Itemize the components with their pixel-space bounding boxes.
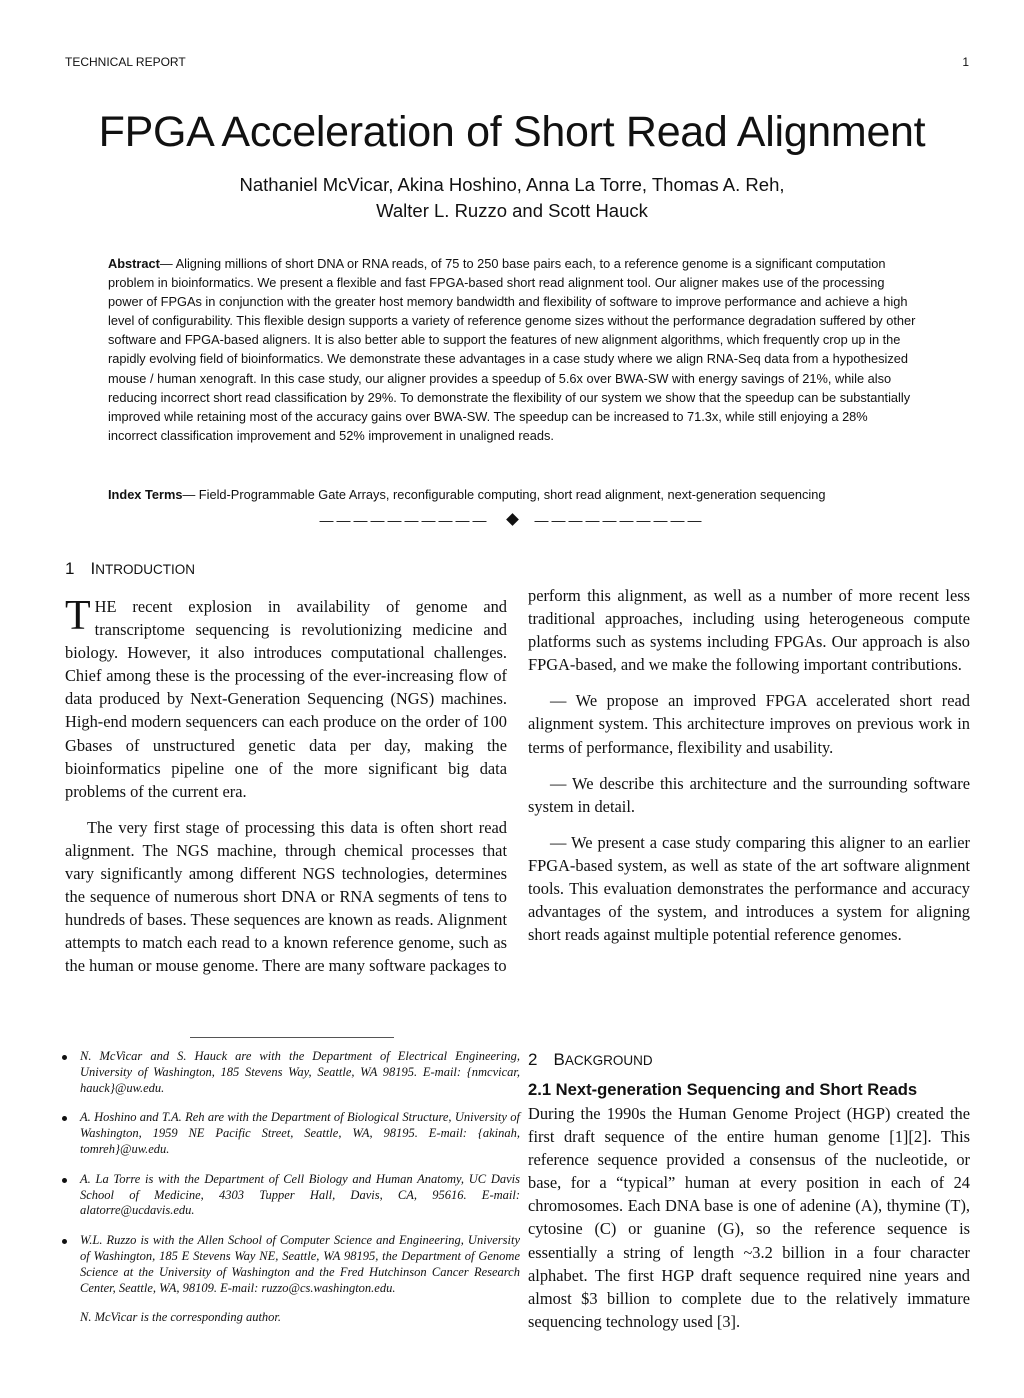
bullet-icon — [62, 1239, 67, 1244]
right-column — [528, 584, 970, 946]
intro-paragraph-2: The very first stage of processing this data is often short read alignment. The NGS machine, through chemical processes that vary significantly among different NGS technologies, determines the sequence of numerous short DNA or RNA segments of tens to hundreds of bases. These sequences are known as reads. Alignment attempts to match each read to a known reference genome, such as the human or mouse genome. There are many software packages to — [65, 817, 507, 976]
contribution-item: — We present a case study comparing this aligner to an earlier FPGA-based system, as well as state of the art software alignment tools. This evaluation demonstrates the performance and accuracy advantages of the system, and introduces a system for aligning short reads against multiple potential reference genomes. — [528, 832, 970, 945]
section-heading-introduction: 1 INTRODUCTION — [65, 559, 195, 578]
bullet-icon — [62, 1116, 67, 1121]
footnote-divider — [190, 1037, 394, 1038]
footnotes — [58, 1049, 520, 1326]
bullet-icon — [62, 1055, 67, 1060]
footnote-item: A. La Torre is with the Department of Cell Biology and Human Anatomy, UC Davis School of Medicine, 4303 Tupper Hall, Davis, CA, 95616. E-mail: alatorre@ucdavis.edu. — [58, 1172, 520, 1219]
footnote-item: W.L. Ruzzo is with the Allen School of Computer Science and Engineering, University of Washington, 185 E Stevens Way NE, Seattle, WA 98195, the Department of Genome Science at the University of Washington and the Fred Hutchinson Cancer Research Center, Seattle, WA, 98109. E-mail: ruzzo@cs.washington.edu. — [58, 1233, 520, 1296]
author-list — [180, 172, 844, 224]
intro-paragraph-1: THE recent explosion in availability of genome and transcriptome sequencing is revolutionizing medicine and biology. However, it also introduces computational challenges. Chief among these is the processing of the ever-increasing flow of data produced by Next-Generation Sequencing (NGS) machines. High-end modern sequencers can each produce on the order of 100 Gbases of unstructured genetic data per day, making the bioinformatics pipeline one of the more significant big data problems of the current era. — [65, 593, 507, 801]
paper-title: FPGA Acceleration of Short Read Alignment — [98, 108, 926, 156]
separator-dashes-right: —————————— — [534, 512, 705, 528]
intro-paragraph-3: perform this alignment, as well as a number of more recent less traditional approaches, including using heterogeneous compute platforms such as systems including FPGAs. Our approach is also FPGA-based, and we make the following important contributions. — [528, 586, 970, 675]
running-header-title: TECHNICAL REPORT — [65, 55, 186, 69]
separator-dashes-left: —————————— — [319, 512, 490, 528]
abstract-text: — Aligning millions of short DNA or RNA reads, of 75 to 250 base pairs each, to a reference genome is a significant computation problem in bioinformatics. We present a flexible and fast FPGA-based short read alignment tool. Our aligner makes use of the processing power of FPGAs in conjunction with the greater host memory bandwidth and flexibility of software to improve performance and achieve a high level of configurability. This flexible design supports a variety of reference genome sizes without the performance degradation suffered by other software and FPGA-based aligners. It is also better able to support the features of new alignment algorithms, which frequently crop up in the rapidly evolving field of bioinformatics. We demonstrate these advantages in a case study where we align RNA-Seq data from a hypothesized mouse / human xenograft. In this case study, our aligner provides a speedup of 5.6x over BWA-SW with energy savings of 21%, while also reducing incorrect short read classification by 29%. To demonstrate the flexibility of our system we show that the speedup can be substantially improved while retaining most of the accuracy gains over BWA-SW. The speedup can be increased to 71.3x, while still enjoying a 28% incorrect classification improvement and 52% improvement in unaligned reads. — [108, 256, 916, 443]
corresponding-author-note: N. McVicar is the corresponding author. — [80, 1310, 282, 1325]
page-number: 1 — [962, 55, 969, 69]
contribution-item: — We describe this architecture and the surrounding software system in detail. — [528, 773, 970, 816]
abstract-label: Abstract — [108, 256, 160, 271]
index-terms-text: — Field-Programmable Gate Arrays, reconfigurable computing, short read alignment, next-generation sequencing — [182, 487, 826, 502]
section-number: 1 — [65, 559, 75, 578]
diamond-icon — [506, 513, 519, 526]
abstract — [108, 254, 920, 445]
section-title: NTRODUCTION — [95, 562, 195, 577]
footnote-item: N. McVicar and S. Hauck are with the Department of Electrical Engineering, University of Washington, 185 Stevens Way, Seattle, WA 98195. E-mail: {nmcvicar, hauck}@uw.edu. — [58, 1049, 520, 1096]
author-line-1: Nathaniel McVicar, Akina Hoshino, Anna La Torre, Thomas A. Reh, — [239, 174, 785, 195]
contribution-item: — We propose an improved FPGA accelerated short read alignment system. This architecture improves on previous work in terms of performance, flexibility and usability. — [528, 691, 970, 757]
footnote-item: A. Hoshino and T.A. Reh are with the Department of Biological Structure, University of Washington, 1959 NE Pacific Street, Seattle, WA, 98195. E-mail: {akinah, tomreh}@uw.edu. — [58, 1110, 520, 1157]
section-number: 2 — [528, 1050, 538, 1069]
subsection-heading: 2.1 Next-generation Sequencing and Short Reads — [528, 1080, 918, 1099]
background-paragraph-1: During the 1990s the Human Genome Project (HGP) created the first draft sequence of the entire human genome [1][2]. This reference sequence provided a consensus of the nucleotide, or base, for a “typical” human at every position in each of 24 chromosomes. Each DNA base is one of adenine (A), thymine (T), cytosine (C) or guanine (G), so the reference sequence is essentially a string of length ~3.2 billion in a four character alphabet. The first HGP draft sequence required nine years and almost $3 billion to complete due to the relatively immature sequencing technology used [3]. — [528, 1104, 970, 1331]
section-separator — [0, 512, 1024, 528]
section-heading-background: 2 BACKGROUND — [528, 1050, 653, 1069]
section-title: ACKGROUND — [564, 1053, 653, 1068]
left-column — [65, 558, 507, 978]
drop-cap: T — [65, 593, 91, 639]
running-header — [65, 55, 969, 73]
index-terms-label: Index Terms — [108, 487, 183, 502]
index-terms — [108, 485, 948, 504]
bullet-icon — [62, 1178, 67, 1183]
author-line-2: Walter L. Ruzzo and Scott Hauck — [376, 200, 648, 221]
